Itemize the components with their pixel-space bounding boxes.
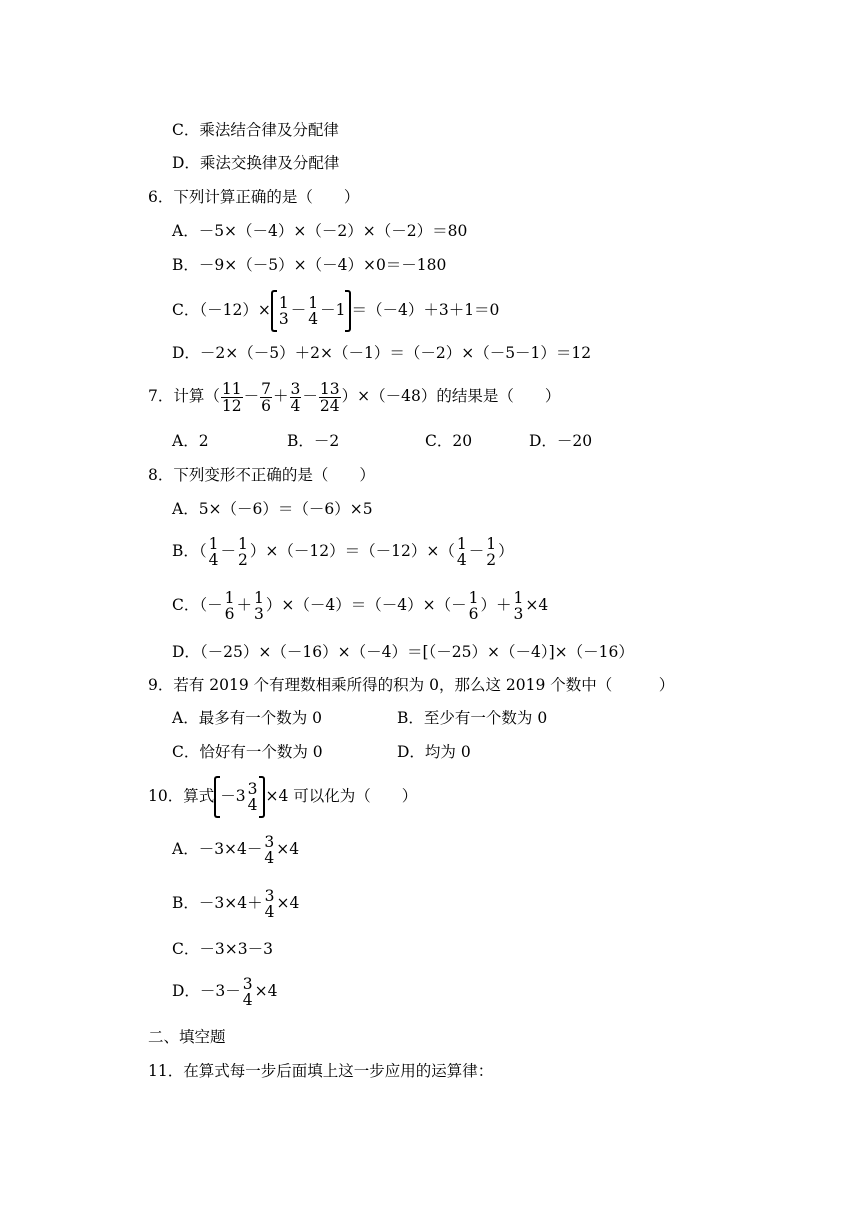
numerator: 1 bbox=[486, 535, 497, 553]
denominator: 3 bbox=[254, 605, 264, 623]
numerator: 1 bbox=[238, 535, 248, 553]
q10-inner: －3 bbox=[220, 787, 246, 805]
q10-option-b bbox=[172, 885, 299, 921]
q8c-mid2: ）＋ bbox=[480, 596, 512, 614]
q7-frac1 bbox=[221, 381, 243, 414]
q9-option-c: C．恰好有一个数为 0 bbox=[172, 743, 323, 761]
numerator: 3 bbox=[290, 379, 301, 398]
q10b-prefix: B．－3×4＋ bbox=[172, 894, 263, 912]
denominator: 4 bbox=[308, 310, 319, 328]
q8b-frac4 bbox=[485, 536, 497, 568]
q5-option-c: C．乘法结合律及分配律 bbox=[172, 121, 339, 139]
q10b-suffix: ×4 bbox=[276, 894, 300, 912]
q10d-frac bbox=[242, 976, 254, 1008]
q6c-mid: －1 bbox=[320, 301, 346, 319]
denominator: 4 bbox=[247, 796, 258, 814]
q7-option-b: B．－2 bbox=[287, 432, 340, 450]
q8c-prefix: C．（－ bbox=[172, 596, 223, 614]
q7-option-d: D．－20 bbox=[529, 432, 593, 450]
q7-frac3 bbox=[290, 381, 302, 414]
q10-suffix: ×4 可以化为（ ） bbox=[265, 787, 418, 805]
q8c-frac2 bbox=[253, 590, 265, 622]
q10-frac bbox=[247, 781, 259, 813]
q6c-frac2 bbox=[307, 295, 319, 327]
numerator: 3 bbox=[242, 975, 253, 993]
q6c-prefix: C．（－12）× bbox=[172, 301, 271, 319]
q6c-op: － bbox=[290, 301, 307, 319]
q10d-prefix: D．－3－ bbox=[172, 982, 241, 1000]
q10-option-d bbox=[172, 973, 278, 1009]
denominator: 4 bbox=[264, 849, 275, 867]
section-heading-fill-blank: 二、填空题 bbox=[148, 1028, 226, 1046]
numerator: 1 bbox=[468, 589, 479, 607]
q7-suffix: ）×（－48）的结果是（ ） bbox=[341, 387, 561, 405]
q8b-frac3 bbox=[456, 536, 468, 568]
q9-option-b: B．至少有一个数为 0 bbox=[397, 709, 548, 727]
numerator: 3 bbox=[264, 833, 275, 851]
numerator: 1 bbox=[456, 535, 467, 553]
denominator: 12 bbox=[221, 396, 242, 415]
q8c-frac3 bbox=[468, 590, 480, 622]
denominator: 6 bbox=[224, 605, 235, 623]
denominator: 6 bbox=[468, 605, 479, 623]
denominator: 3 bbox=[513, 605, 524, 623]
q8b-mid: ）×（－12）＝（－12）×（ bbox=[249, 542, 455, 560]
q7-op: ＋ bbox=[273, 387, 289, 405]
q9-stem: 9．若有 2019 个有理数相乘所得的积为 0，那么这 2019 个数中（ ） bbox=[148, 676, 675, 694]
q6-option-b: B．－9×（－5）×（－4）×0＝－180 bbox=[172, 256, 447, 274]
q6-option-c bbox=[172, 290, 499, 332]
q11-stem: 11．在算式每一步后面填上这一步应用的运算律： bbox=[148, 1062, 494, 1080]
denominator: 4 bbox=[264, 903, 275, 921]
q8-option-d: D．（－25）×（－16）×（－4）＝[（－25）×（－4）]×（－16） bbox=[172, 643, 634, 661]
q7-option-a: A．2 bbox=[172, 432, 209, 450]
denominator: 4 bbox=[456, 551, 467, 569]
q8b-op: － bbox=[220, 542, 237, 560]
q8b-frac2 bbox=[237, 536, 249, 568]
q7-op: － bbox=[302, 387, 318, 405]
q8c-mid: ）×（－4）＝（－4）×（－ bbox=[265, 596, 467, 614]
q8b-frac1 bbox=[208, 536, 220, 568]
q7-option-c: C．20 bbox=[425, 432, 473, 450]
q8c-frac4 bbox=[512, 590, 524, 622]
q10a-suffix: ×4 bbox=[276, 840, 300, 858]
denominator: 4 bbox=[242, 991, 253, 1009]
q6-option-a: A．－5×（－4）×（－2）×（－2）＝80 bbox=[172, 222, 468, 240]
denominator: 2 bbox=[238, 551, 248, 569]
numerator: 13 bbox=[319, 379, 340, 398]
left-bracket bbox=[271, 290, 277, 332]
q10b-frac bbox=[264, 888, 276, 920]
q8c-op: ＋ bbox=[236, 596, 253, 614]
q10-stem bbox=[148, 776, 417, 818]
q8-option-c bbox=[172, 587, 548, 623]
q7-stem bbox=[148, 378, 560, 414]
denominator: 2 bbox=[486, 551, 497, 569]
q8-stem: 8．下列变形不正确的是（ ） bbox=[148, 466, 375, 484]
numerator: 1 bbox=[254, 589, 264, 607]
q6-option-d: D．－2×（－5）＋2×（－1）＝（－2）×（－5－1）＝12 bbox=[172, 344, 592, 362]
q6c-suffix: ＝（－4）＋3＋1＝0 bbox=[351, 301, 500, 319]
q9-option-d: D．均为 0 bbox=[397, 743, 471, 761]
numerator: 1 bbox=[513, 589, 524, 607]
denominator: 4 bbox=[208, 551, 219, 569]
q9-option-a: A．最多有一个数为 0 bbox=[172, 709, 322, 727]
numerator: 11 bbox=[221, 379, 242, 398]
q8b-suffix: ） bbox=[498, 542, 514, 560]
numerator: 1 bbox=[224, 589, 235, 607]
q7-frac2 bbox=[260, 381, 272, 414]
q7-frac4 bbox=[319, 381, 341, 414]
q5-option-d: D．乘法交换律及分配律 bbox=[172, 154, 340, 172]
q10-option-c: C．－3×3－3 bbox=[172, 940, 273, 958]
q6c-frac1 bbox=[278, 295, 290, 327]
q7-op: － bbox=[243, 387, 260, 405]
q7-prefix: 7．计算（ bbox=[148, 387, 220, 405]
q6-stem: 6．下列计算正确的是（ ） bbox=[148, 188, 360, 206]
q8c-frac1 bbox=[224, 590, 236, 622]
numerator: 1 bbox=[208, 535, 219, 553]
numerator: 3 bbox=[264, 887, 275, 905]
q8-option-b bbox=[172, 533, 514, 569]
q8c-suffix: ×4 bbox=[525, 596, 549, 614]
denominator: 3 bbox=[278, 310, 289, 328]
q10-option-a bbox=[172, 831, 299, 867]
q8-option-a: A．5×（－6）＝（－6）×5 bbox=[172, 500, 373, 518]
numerator: 1 bbox=[308, 294, 319, 312]
denominator: 4 bbox=[290, 396, 301, 415]
numerator: 1 bbox=[278, 294, 289, 312]
q10a-prefix: A．－3×4－ bbox=[172, 840, 263, 858]
numerator: 7 bbox=[261, 379, 271, 398]
q8b-prefix: B．（ bbox=[172, 542, 207, 560]
denominator: 24 bbox=[319, 396, 340, 415]
denominator: 6 bbox=[261, 396, 271, 415]
q8b-op: － bbox=[468, 542, 485, 560]
numerator: 3 bbox=[247, 780, 258, 798]
q10-prefix: 10．算式 bbox=[148, 787, 215, 805]
q10a-frac bbox=[263, 834, 275, 866]
q10d-suffix: ×4 bbox=[254, 982, 278, 1000]
